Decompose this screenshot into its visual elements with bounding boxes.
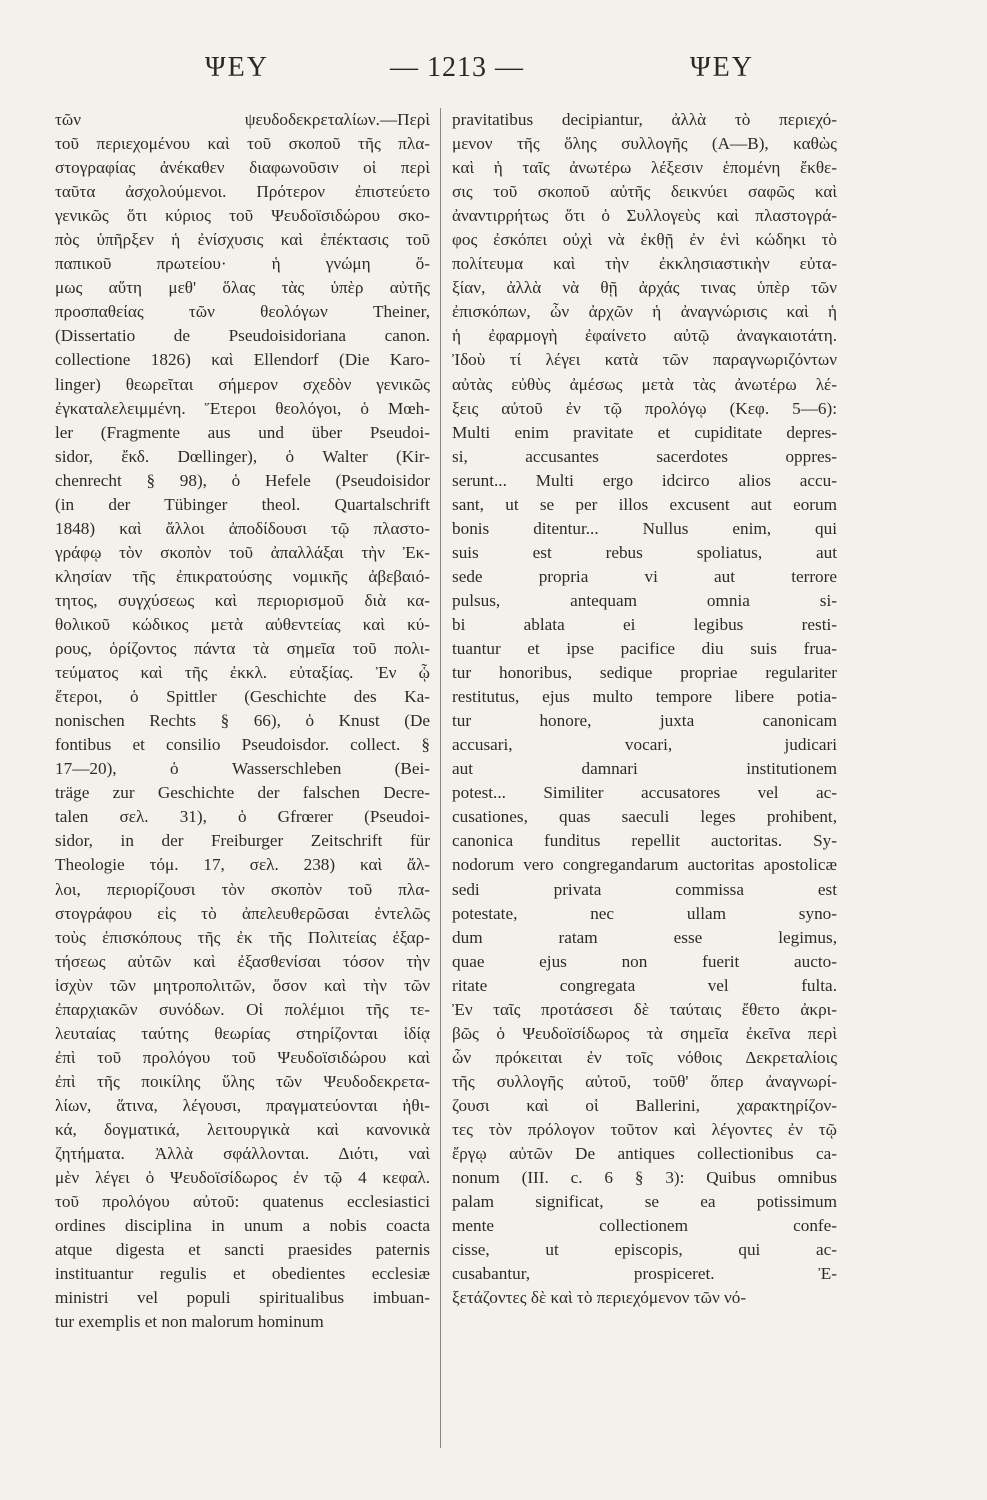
text-line: τεύματος καὶ τῆς ἐκκλ. εὐταξίας. Ἐν ᾧ (55, 663, 430, 683)
text-line: palam significat, se ea potissimum (452, 1192, 837, 1212)
text-line: μὲν λέγει ὁ Ψευδοϊσίδωρος ἐν τῷ 4 κεφαλ. (55, 1168, 430, 1188)
text-line: ρους, ὁρίζοντος πάντα τὰ σημεῖα τοῦ πολι- (55, 639, 430, 659)
text-line: ταῦτα ἀσχολούμενοι. Πρότερον ἐπιστεύετο (55, 182, 430, 202)
left-column-text (55, 108, 430, 1334)
text-line: Ἰδοὺ τί λέγει κατὰ τῶν παραγνωριζόντων (452, 350, 837, 370)
text-line: ἡ ἐφαρμογὴ ἐφαίνετο αὐτῷ ἀναγκαιοτάτη. (452, 326, 837, 346)
text-line: στογράφου εἰς τὸ ἀπελευθερῶσαι ἐντελῶς (55, 903, 430, 923)
text-line: ξίαν, ἀλλὰ νὰ θῇ ἀρχάς τινας ὑπὲρ τῶν (452, 278, 837, 298)
text-line: sant, ut se per illos excusent aut eorum (452, 494, 837, 514)
text-line: quae ejus non fuerit aucto- (452, 951, 837, 971)
text-line: θολικοῦ κώδικος μετὰ αὐθεντείας καὶ κύ- (55, 614, 430, 634)
text-line: μως αὕτη μεθ' ὅλας τὰς ὑπὲρ αὐτῆς (55, 278, 430, 298)
text-line: ler (Fragmente aus und über Pseudoi- (55, 422, 430, 442)
text-line: chenrecht § 98), ὁ Hefele (Pseudoisidor (55, 470, 430, 490)
text-line: atque digesta et sancti praesides paternis (55, 1240, 430, 1260)
header-right-headword: ΨΕΥ (690, 52, 754, 83)
text-line: canonica funditus repellit auctoritas. Sy- (452, 831, 837, 851)
text-line: restitutus, ejus multo tempore libere potia- (452, 687, 837, 707)
page-header (0, 52, 987, 92)
text-line: suis est rebus spoliatus, aut (452, 542, 837, 562)
text-line: βῶς ὁ Ψευδοϊσίδωρος τὰ σημεῖα ἐκεῖνα περὶ (452, 1023, 837, 1043)
text-line: ἐγκαταλελειμμένη. Ἕτεροι θεολόγοι, ὁ Mœh- (55, 398, 430, 418)
text-line: τῆς συλλογῆς αὐτοῦ, τοῦθ' ὅπερ ἀναγνωρί- (452, 1071, 837, 1091)
text-line: παπικοῦ πρωτείου· ἡ γνώμη ὅ- (55, 254, 430, 274)
text-line: ἐπὶ τῆς ποικίλης ὕλης τῶν Ψευδοδεκρετα- (55, 1071, 430, 1091)
text-line: sedi privata commissa est (452, 879, 837, 899)
text-line: talen σελ. 31), ὁ Gfrœrer (Pseudoi- (55, 807, 430, 827)
text-line: προσπαθείας τῶν θεολόγων Theiner, (55, 302, 430, 322)
text-line: τοῦ περιεχομένου καὶ τοῦ σκοποῦ τῆς πλα- (55, 134, 430, 154)
header-left-headword: ΨΕΥ (205, 52, 269, 83)
text-line: τῶν ψευδοδεκρεταλίων.—Περὶ (55, 110, 430, 129)
text-line: träge zur Geschichte der falschen Decre- (55, 783, 430, 803)
text-line: ἐπισκόπων, ὧν ἀρχῶν ἡ ἀναγνώρισις καὶ ἡ (452, 302, 837, 322)
text-line: 17—20), ὁ Wasserschleben (Bei- (55, 759, 430, 779)
text-line: tuantur et ipse pacifice diu suis frua- (452, 639, 837, 659)
text-line: pravitatibus decipiantur, ἀλλὰ τὸ περιεχό- (452, 110, 837, 129)
text-line: sidor, in der Freiburger Zeitschrift für (55, 831, 430, 851)
text-line: accusari, vocari, judicari (452, 735, 837, 755)
text-line: pulsus, antequam omnia si- (452, 590, 837, 610)
text-line: (in der Tübinger theol. Quartalschrift (55, 494, 430, 514)
text-line: ministri vel populi spiritualibus imbuan- (55, 1288, 430, 1308)
text-line: tur honore, juxta canonicam (452, 711, 837, 731)
text-line: nonischen Rechts § 66), ὁ Knust (De (55, 711, 430, 731)
text-line: Multi enim pravitate et cupiditate depres- (452, 422, 837, 442)
text-line: sidor, ἔκδ. Dœllinger), ὁ Walter (Kir- (55, 446, 430, 466)
text-line: τοὺς ἐπισκόπους τῆς ἐκ τῆς Πολιτείας ἐξαρ- (55, 927, 430, 947)
text-line: τοῦ προλόγου αὐτοῦ: quatenus ecclesiastici (55, 1192, 430, 1212)
text-line: cusationes, quas saeculi leges prohibent, (452, 807, 837, 827)
text-line: κά, δογματικά, λειτουργικὰ καὶ κανονικὰ (55, 1119, 430, 1139)
text-line: ζουσι καὶ οἱ Ballerini, χαρακτηρίζον- (452, 1095, 837, 1115)
text-line: tur honoribus, sedique propriae regulariter (452, 663, 837, 683)
text-line: ἐπαρχιακῶν συνόδων. Οἱ πολέμιοι τῆς τε- (55, 999, 430, 1019)
text-line: τητος, συγχύσεως καὶ περιορισμοῦ διὰ κα- (55, 590, 430, 610)
text-line: πὸς ὑπῆρξεν ἡ ἐνίσχυσις καὶ ἐπέκτασις τοῦ (55, 230, 430, 250)
text-line: nonum (III. c. 6 § 3): Quibus omnibus (452, 1168, 837, 1188)
text-line: serunt... Multi ergo idcirco alios accu- (452, 470, 837, 490)
text-line: dum ratam esse legimus, (452, 927, 837, 947)
text-line: ἕτεροι, ὁ Spittler (Geschichte des Ka- (55, 687, 430, 707)
text-line: γράφῳ τὸν σκοπὸν τοῦ ἀπαλλάξαι τὴν Ἐκ- (55, 542, 430, 562)
text-line: ἰσχὺν τῶν μητροπολιτῶν, ὅσον καὶ τὴν τῶν (55, 975, 430, 995)
right-column-text (452, 108, 837, 1310)
text-line: Ἐν ταῖς προτάσεσι δὲ ταύταις ἔθετο ἀκρι- (452, 999, 837, 1019)
text-line: κλησίαν τῆς ἐπικρατούσης νομικῆς ἀβεβαιό- (55, 566, 430, 586)
text-line: ordines disciplina in unum a nobis coacta (55, 1216, 430, 1236)
text-line: γενικῶς ὅτι κύριος τοῦ Ψευδοϊσιδώρου σκο- (55, 206, 430, 226)
text-line: bi ablata ei legibus resti- (452, 614, 837, 634)
text-line: ritate congregata vel fulta. (452, 975, 837, 995)
text-line: στογραφίας ἀνέκαθεν διαφωνοῦσιν οἱ περὶ (55, 158, 430, 178)
text-line: aut damnari institutionem (452, 759, 837, 779)
text-line: 1848) καὶ ἄλλοι ἀποδίδουσι τῷ πλαστο- (55, 518, 430, 538)
text-line: ὧν πρόκειται ἐν τοῖς νόθοις Δεκρεταλίοις (452, 1047, 837, 1067)
text-line: μενον τῆς ὅλης συλλογῆς (Α—Β), καθὼς (452, 134, 837, 154)
page-number: — 1213 — (390, 52, 524, 83)
text-line: bonis ditentur... Nullus enim, qui (452, 518, 837, 538)
text-line: si, accusantes sacerdotes oppres- (452, 446, 837, 466)
text-line: potest... Similiter accusatores vel ac- (452, 783, 837, 803)
text-line: potestate, nec ullam syno- (452, 903, 837, 923)
text-line: αὐτὰς εὐθὺς ἀμέσως μετὰ τὰς ἀνωτέρω λέ- (452, 374, 837, 394)
text-line: ζητήματα. Ἀλλὰ σφάλλονται. Διότι, ναὶ (55, 1144, 430, 1164)
text-line: λίων, ἅτινα, λέγουσι, πραγματεύονται ἠθι- (55, 1095, 430, 1115)
text-line: cusabantur, prospiceret. Ἐ- (452, 1264, 837, 1284)
text-line: καὶ ἡ ταῖς ἀνωτέρω λέξεσιν ἑπομένη ἔκθε- (452, 158, 837, 178)
text-line: fontibus et consilio Pseudoisdor. collect. § (55, 735, 430, 755)
column-divider (440, 108, 441, 1448)
text-line: τήσεως αὐτῶν καὶ ἐξασθενίσαι τόσον τὴν (55, 951, 430, 971)
text-line: cisse, ut episcopis, qui ac- (452, 1240, 837, 1260)
text-line: linger) θεωρεῖται σήμερον σχεδὸν γενικῶς (55, 374, 430, 394)
text-line: sede propria vi aut terrore (452, 566, 837, 586)
text-line: πολίτευμα καὶ τὴν ἐκκλησιαστικὴν εὐτα- (452, 254, 837, 274)
text-line: λευταίας ταύτης θεωρίας στηρίζονται ἰδίᾳ (55, 1023, 430, 1043)
text-line: nodorum vero congregandarum auctoritas apostolicæ (452, 855, 837, 875)
text-line: φος ἐσκόπει οὐχὶ νὰ ἐκθῇ ἐν ἑνὶ κώδηκι τὸ (452, 230, 837, 250)
text-line: mente collectionem confe- (452, 1216, 837, 1236)
text-line: σις τοῦ σκοποῦ αὐτῆς δεικνύει σαφῶς καὶ (452, 182, 837, 202)
text-line: ἐπὶ τοῦ προλόγου τοῦ Ψευδοϊσιδώρου καὶ (55, 1047, 430, 1067)
text-line: ἔργῳ αὐτῶν De antiques collectionibus ca- (452, 1144, 837, 1164)
text-line: ξεις αὐτοῦ ἐν τῷ προλόγῳ (Κεφ. 5—6): (452, 398, 837, 418)
text-line: instituantur regulis et obedientes ecclesiæ (55, 1264, 430, 1284)
text-line: ξετάζοντες δὲ καὶ τὸ περιεχόμενον τῶν νό- (452, 1288, 747, 1308)
text-line: λοι, περιορίζουσι τὸν σκοπὸν τοῦ πλα- (55, 879, 430, 899)
text-line: τες τὸν πρόλογον τοῦτον καὶ λέγοντες ἐν τῷ (452, 1119, 837, 1139)
text-line: tur exemplis et non malorum hominum (55, 1312, 324, 1332)
text-line: collectione 1826) καὶ Ellendorf (Die Karo- (55, 350, 430, 370)
text-line: Theologie τόμ. 17, σελ. 238) καὶ ἄλ- (55, 855, 430, 875)
text-line: ἀναντιρρήτως ὅτι ὁ Συλλογεὺς καὶ πλαστογρά- (452, 206, 837, 226)
text-line: (Dissertatio de Pseudoisidoriana canon. (55, 326, 430, 346)
